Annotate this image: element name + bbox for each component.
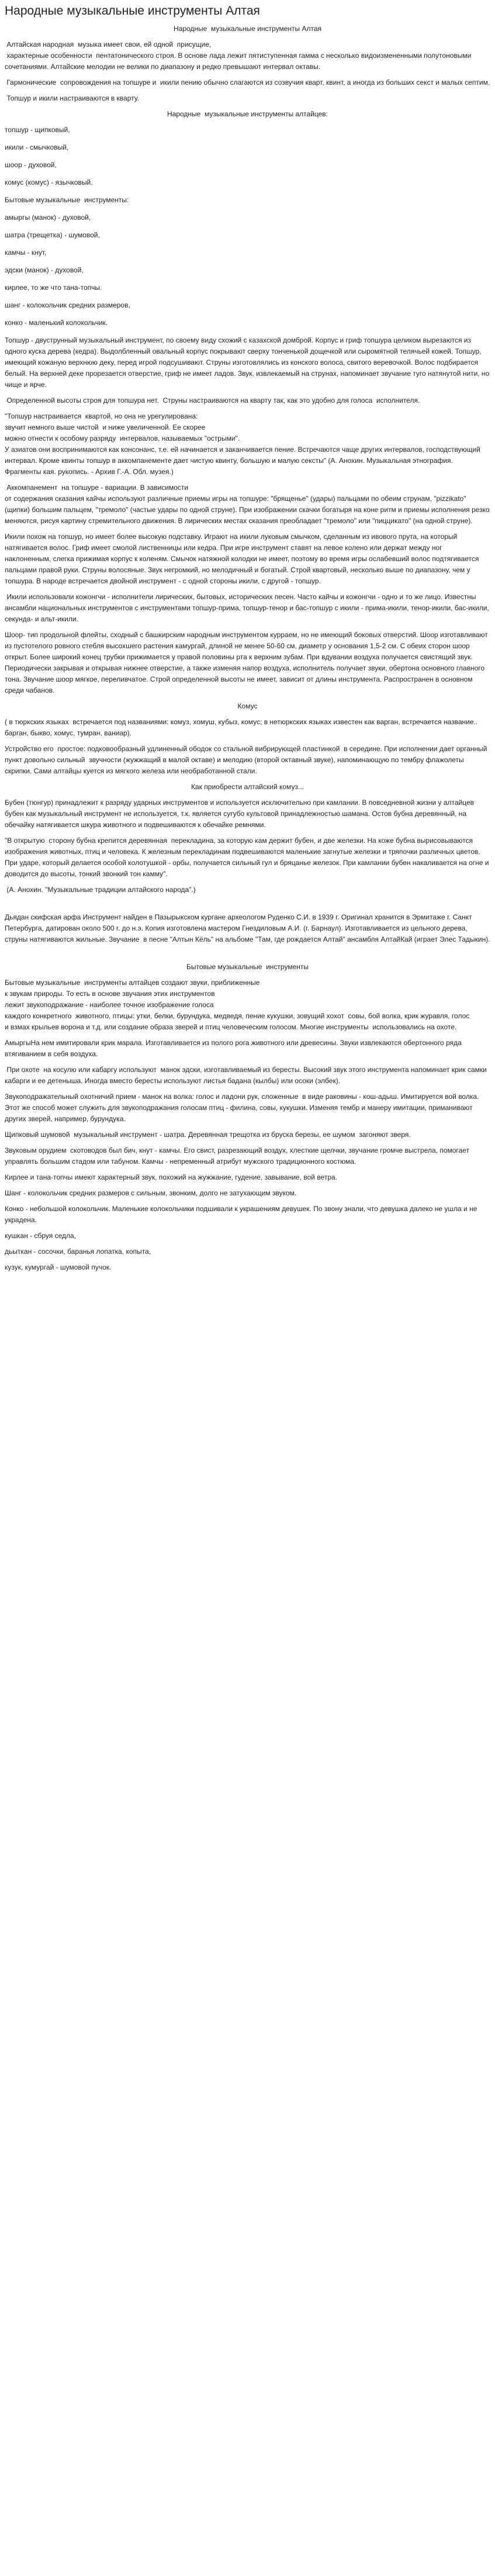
list-line: комус (комус) - язычковый. [5, 178, 93, 186]
paragraph: Звуковым орудием скотоводов был бич, кнут - камчы. Его свист, разрезающий воздух, хлесткие щелчки, звучание громче выстрела, помогает управлять большим стадом или табуном. Камчы - непременный атрибут мужского традиционного костюма. [5, 1146, 472, 1166]
list-line: конко - маленький колокольчик. [5, 319, 108, 327]
paragraph: Шанг - колокольчик средних размеров с сильным, звонким, долго не затухающим звуком. [5, 1189, 297, 1197]
paragraph: Икили использовали кожонгчи - исполнители лирических, бытовых, исторических песен. Часто кайчы и кожонгчи - одно и то же лицо. Известны ансамбли национальных инструментов с инструментами топшур-прима, топшур-тенор и бас-топшур с икили - прима-икили, тенор-икили, бас-икили, секунда- и альт-икили. [5, 593, 491, 623]
section-heading: Народные музыкальные инструменты Алтая [173, 25, 321, 33]
page [0, 0, 495, 1273]
paragraph: Шоор- тип продольной флейты, сходный с башкирским народным инструментом курраем, но не имеющий боковых отверстий. Шоор изготавливают из пустотелого ровного стебля высохшего растения камургай, длиной не менее 50-60 см, диаметр у основания 1,5-2 см. С обеих сторон шоор открыт. Более широкий конец трубки прижимается у правой половины рта к верхним зубам. При вдувании воздуха получается свистящий звук. Периодически закрывая и открывая нижнее отверстие, а также изменяя напор воздуха, исполнитель получает звуки, обертона основного главного тона. Звучание шоор мягкое, переливчатое. Строй определенной высоты не имеет, зависит от длины инструмента. Распространен в основном среди чабанов. [5, 631, 490, 694]
section-heading: Бытовые музыкальные инструменты [186, 963, 309, 971]
paragraph: Щипковый шумовой музыкальный инструмент - шатра. Деревянная трещотка из бруска березы, ее шумом загоняют зверя. [5, 1130, 411, 1139]
paragraph: Гармонические сопровождения на топшуре и икили пению обычно слагаются из созвучия кварт, квинт, а иногда из больших секст и малых септим. [5, 78, 490, 87]
page-title: Народные музыкальные инструменты Алтая [5, 4, 260, 18]
spacer [5, 900, 490, 907]
paragraph: Дьядан скифская арфа Инструмент найден в Пазырыкском кургане археологом Руденко С.И. в 1939 г. Оригинал хранится в Эрмитаже г. Санкт Петербурга, датирован около 500 г. до н.э. Копия изготовлена мастером Гнездиловым А.И. (г. Барнаул). Изготавливается из цельного дерева, струны натягиваются жильные. Звучание в песне "Алтын Кёль" на альбоме "Там, где рождается Алтай" ансамбля АлтайКай (играет Элес Тадыкин). [5, 913, 490, 943]
paragraph: Бытовые музыкальные инструменты алтайцев создают звуки, приближенные к звукам природы. То есть в основе звучания этих инструментов лежит звукоподражание - наиболее точное изображение голоса каждого конкретного животного, птицы: утки, белки, бурундука, медведя, пение кукушки, зовущий хохот совы, бой волка, крик журавля, голос и взмах крыльев ворона и т.д. или создание образа зверей и птиц человеческим голосом. Многие инструменты использовались на охоте. [5, 978, 470, 1031]
paragraph: При охоте на косулю или кабаргу используют манок эдски, изготавливаемый из бересты. Высокий звук этого инструмента напоминает крик самки кабарги и ее детеныша. Иногда вместо бересты используют листья бадана (кылбы) или осоки (элбек). [5, 1066, 489, 1085]
section-heading: Народные музыкальные инструменты алтайцев: [167, 110, 328, 118]
paragraph: "В открытую сторону бубна крепится деревянная перекладина, за которую кам держит бубен, и две железки. На коже бубна вырисовываются изображения животных, птиц и человека. К железным перекладинам подвешиваются маленькие загнутые железки и тряпочки различных цветов. При ударе, который делается особой колотушкой - орбы, получается сильный гул и бряцанье железок. При камлании бубен накаливается на огне и доводится до высоты, тонкий звонкий тон камму". [5, 836, 491, 878]
paragraph: Аккомпанемент на топшуре - вариации. В зависимости от содержания сказания кайчы используют различные приемы игры на топшуре: "брященье" (удары) пальцами по обеим струнам, "pizzikato" (щипки) большим пальцем, "тремоло" (частые удары по одной струне). При изображении скачки богатыря на коне ритм и приемы исполнения резко меняются, рисуя картину стремительного движения. В лирических местах сказания преобладает "тремоло" или "пиццикато" (на одной струне). [5, 483, 490, 525]
list-line: шанг - колокольчик средних размеров, [5, 301, 130, 309]
paragraph: Топшур и икили настраиваются в кварту. [5, 94, 139, 102]
section-heading: Как приобрести алтайский комуз... [191, 783, 304, 791]
paragraph: (А. Анохин. "Музыкальные традиции алтайского народа".) [5, 886, 196, 894]
paragraph: дьыткан - сосочки, баранья лопатка, копыта, [5, 1247, 151, 1256]
paragraph: ( в тюркских языках встречается под названиями: комуз, хомуш, кубыз, комус; в нетюркских языках известен как варган, встречается название.. барган, быкво, хомус, тумран, ваниар). [5, 718, 480, 737]
list-line: Бытовые музыкальные инструменты: [5, 196, 129, 204]
list-line: эдски (манок) - духовой, [5, 266, 84, 274]
paragraph: Алтайская народная музыка имеет свои, ей одной присущие, характерные особенности пентатонического строя. В основе лада лежит пятиступенная гамма с несколько видоизмененными полутоновыми сочетаниями. Алтайские мелодии не велики по диапазону и редко превышают интервал октавы. [5, 40, 472, 71]
paragraph: Устройство его простое: подковообразный удлиненный ободок со стальной вибрирующей пластинкой в середине. При исполнении дает органный пункт довольно сильный звучности (жужжащий в малой октаве) и мелодию (второй октавный звуке), напоминающую по тембру флажолеты скрипки. Сами алтайцы куется из мягкого железа или необработанной стали. [5, 745, 487, 775]
paragraph: Определенной высоты строя для топшура нет. Струны настраиваются на кварту так, как это удобно для голоса исполнителя. [5, 396, 420, 404]
list-line: кирлее, то же что тана-топчы. [5, 283, 102, 292]
article-body [5, 23, 490, 1273]
paragraph: кузук, кумургай - шумовой пучок. [5, 1263, 112, 1271]
list-line: шоор - духовой, [5, 161, 57, 169]
spacer [5, 950, 490, 957]
section-heading: Комус [237, 702, 258, 710]
list-line: икили - смычковый, [5, 143, 69, 151]
list-line: шатра (трещетка) - шумовой, [5, 231, 100, 239]
paragraph: Топшур - двуструнный музыкальный инструмент, по своему виду схожий с казахской домброй. Корпус и гриф топшура целиком вырезаются из одного куска дерева (кедра). Выдолбленный овальный корпус покрывают сверху тонченькой дощечкой или сыромятной телячьей кожей. Топшур, имеющий кожаную верхнюю деку, перед игрой подсушивают. Струны изготовлялись из конского волоса, свитого веревочкой. Волос подбирается белый. На верхней деке прорезается отверстие, гриф не имеет ладов. Звук, извлекаемый на струнах, напоминает звучание туго натянутой нити, но чище и ярче. [5, 336, 491, 389]
list-line: амыргы (манок) - духовой, [5, 213, 91, 222]
paragraph: "Топшур настраивается квартой, но она не урегулирована: звучит немного выше чистой и ниже увеличенной. Ее скорее можно отнести к особому разряду интервалов, называемых "острыми". У азиатов они воспринимаются как консонанс, т.е. ей начинается и заканчивается пение. Встречаются чаще других интервалов, господствующий интервал. Кроме квинты топшур в аккомпанементе дает чистую квинту, большую и малую сексты" (А. Анохин. Музыкальная этнография. Фрагменты кая. рукопись. - Архив Г.-А. Обл. музея.) [5, 412, 480, 476]
paragraph: АмыргыНа нем имитировали крик марала. Изготавливается из полого рога животного или древесины. Звуки извлекаются обертонного ряда втягиванием в себя воздуха. [5, 1039, 464, 1058]
list-line: камчы - кнут, [5, 248, 47, 257]
list-line: топшур - щипковый, [5, 126, 70, 134]
paragraph: Бубен (тюнгур) принадлежит к разряду ударных инструментов и используется исключительно при камлании. В повседневной жизни у алтайцев бубен как музыкальный инструмент не используется, т.к. является сугубо культовой принадлежностью шамана. Остов бубна деревянный, на обечайку натягивается шкура животного и подвешиваются к обечайке ремнями. [5, 798, 476, 829]
paragraph: Кирлее и тана-топчы имеют характерный звук, похожий на жужжание, гудение, завывание, вой ветра. [5, 1173, 338, 1181]
paragraph: Конко - небольшой колокольчик. Маленькие колокольчики подшивали к украшениям девушек. По звону знали, что девушка далеко не ушла и не украдена. [5, 1205, 479, 1224]
paragraph: Звукоподражательный охотничий прием - манок на волка: голос и ладони рук, сложенные в виде раковины - кош-адыш. Имитируется вой волка. Этот же способ может служить для звукоподражания голосам птиц - филина, совы, кукушки. Изменяя тембр и манеру имитации, приманивают других зверей, например, бурундука. [5, 1092, 483, 1123]
paragraph: Икили похож на топшур, но имеет более высокую подставку. Играют на икили луковым смычком, сделанным из ивового прута, на который натягивается волос. Гриф имеет смолой лиственницы или кедра. При игре инструмент ставят на левое колено или держат между ног наклоненным, слегка прижимая корпус к коленям. Смычок натяжной колодки не имеет, поэтому во время игры ослабевший волос подтягивается пальцами правой руки. Струны волосяные. Звук негромкий, но мелодичный и богатый. Строй квартовый, несколько выше по диапазону, чем у топшура. В народе встречается двойной инструмент - с одной стороны икили, с другой - топшур. [5, 533, 481, 585]
paragraph: кушкан - сбруя седла, [5, 1232, 77, 1240]
